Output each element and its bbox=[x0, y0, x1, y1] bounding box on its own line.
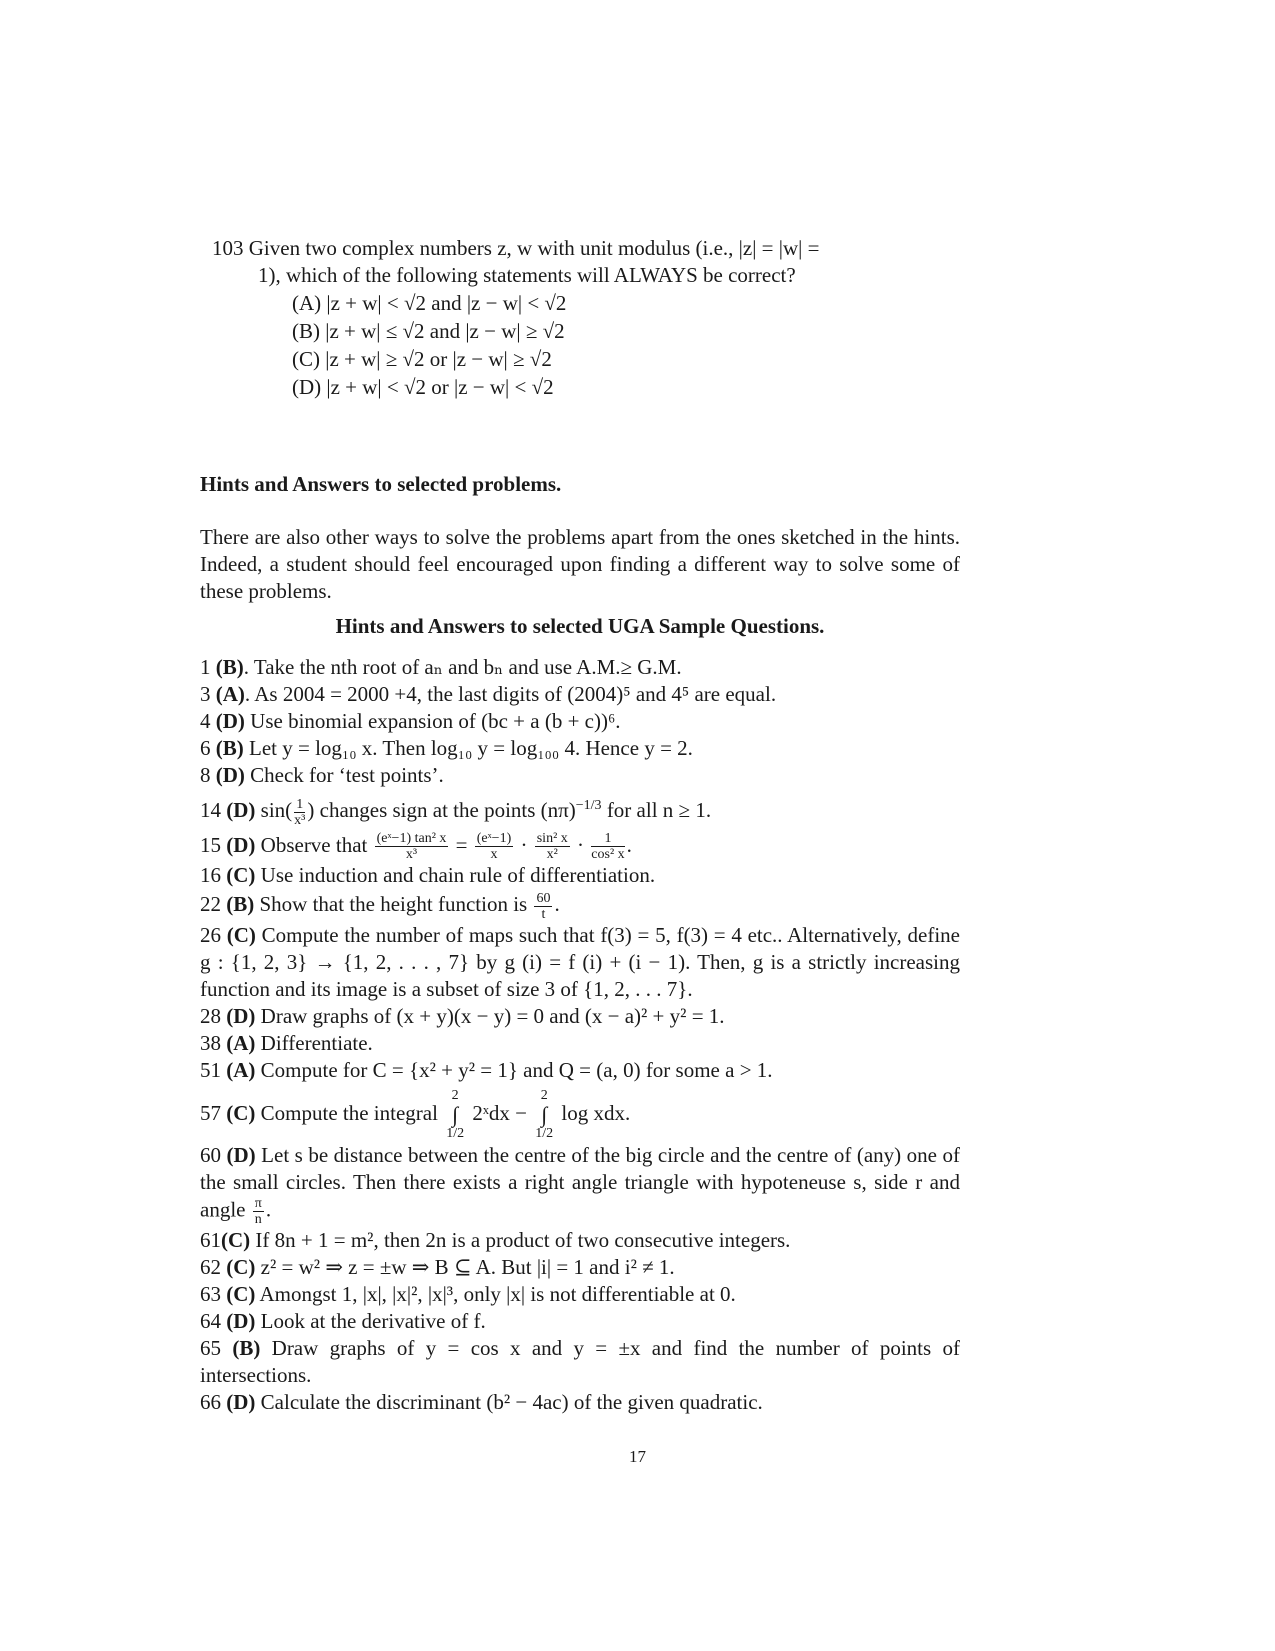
answer-number: 6 bbox=[200, 736, 216, 760]
stem-line-1: Given two complex numbers z, w with unit modulus (i.e., |z| = |w| = bbox=[248, 236, 820, 260]
intro-paragraph: There are also other ways to solve the problems apart from the ones sketched in the hints. Indeed, a student should feel encouraged upon finding a different way to solve some of these problems. bbox=[200, 525, 960, 603]
answer-38 bbox=[200, 1030, 960, 1057]
section-heading: Hints and Answers to selected problems. bbox=[200, 472, 562, 496]
fraction bbox=[534, 891, 552, 922]
choice-b: (B) |z + w| ≤ √2 and |z − w| ≥ √2 bbox=[292, 319, 565, 343]
answer-hint: Let y = log₁₀ x. Then log₁₀ y = log₁₀₀ 4. Hence y = 2. bbox=[243, 736, 693, 760]
denominator: x³ bbox=[405, 847, 418, 863]
answer-key: (C) bbox=[226, 1255, 256, 1280]
answer-66 bbox=[200, 1389, 960, 1416]
answer-number: 57 bbox=[200, 1101, 227, 1126]
answer-key: (C) bbox=[226, 923, 256, 948]
answer-number: 62 bbox=[200, 1255, 227, 1280]
denominator: n bbox=[254, 1212, 262, 1228]
answer-hint: Observe that bbox=[255, 832, 373, 857]
answer-1 bbox=[200, 654, 960, 681]
answer-51 bbox=[200, 1057, 960, 1084]
choice-a: (A) |z + w| < √2 and |z − w| < √2 bbox=[292, 291, 567, 315]
fraction bbox=[535, 831, 570, 862]
denominator: cos² x bbox=[591, 847, 625, 863]
answer-57 bbox=[200, 1084, 960, 1142]
answer-key: (C) bbox=[226, 1101, 256, 1126]
answer-65 bbox=[200, 1335, 960, 1389]
subsection-heading: Hints and Answers to selected UGA Sample Questions. bbox=[335, 614, 825, 638]
denominator: x² bbox=[546, 847, 558, 863]
answer-number: 26 bbox=[200, 923, 227, 948]
answer-number: 15 bbox=[200, 832, 227, 857]
numerator: sin² x bbox=[536, 831, 568, 847]
answer-key: (D) bbox=[215, 763, 245, 787]
answer-number: 4 bbox=[200, 709, 216, 733]
answer-number: 66 bbox=[200, 1390, 227, 1415]
answer-number: 16 bbox=[200, 863, 227, 888]
integral bbox=[535, 1088, 553, 1142]
numerator: 1 bbox=[591, 831, 624, 847]
fraction bbox=[475, 831, 513, 862]
answer-key: (A) bbox=[226, 1031, 256, 1056]
answer-number: 22 bbox=[200, 892, 227, 917]
question-103 bbox=[212, 235, 960, 401]
answer-number: 64 bbox=[200, 1309, 227, 1334]
answer-key: (D) bbox=[226, 1143, 256, 1168]
denominator: x bbox=[490, 847, 498, 863]
answer-hint: Use binomial expansion of (bc + a (b + c))⁶. bbox=[244, 709, 621, 733]
answer-hint: Compute the integral bbox=[255, 1101, 444, 1126]
answer-28 bbox=[200, 1003, 960, 1030]
answer-14: 14 (D) sin( $\frac{1}{\text{x³}}$ ) changes sign at the points $(n\pi)^{-1/3}$ for all n ≥ 1. bbox=[200, 796, 712, 828]
answer-key: (B) bbox=[232, 1336, 261, 1361]
answer-hint: . Take the nth root of aₙ and bₙ and use A.M.≥ G.M. bbox=[243, 655, 682, 679]
question-stem bbox=[212, 235, 960, 289]
answer-hint: Check for ‘test points’. bbox=[244, 763, 444, 787]
answer-3 bbox=[200, 681, 960, 708]
numerator: (eˣ−1) tan² x bbox=[376, 831, 447, 847]
lower-limit: 1/2 bbox=[446, 1126, 465, 1142]
answer-number: 60 bbox=[200, 1143, 227, 1168]
answer-hint: Calculate the discriminant (b² − 4ac) of the given quadratic. bbox=[255, 1390, 763, 1415]
stem-line-2: 1), which of the following statements will ALWAYS be correct? bbox=[258, 263, 796, 287]
answer-key: (D) bbox=[226, 1004, 256, 1029]
answer-number: 14 bbox=[200, 798, 227, 822]
upper-limit: 2 bbox=[451, 1088, 459, 1104]
answer-8 bbox=[200, 762, 960, 789]
answer-number: 1 bbox=[200, 655, 216, 679]
answer-15: 15 (D) Observe that $\frac{\text{(eˣ−1) tan² x}}{\text{x³}}$ = $\frac{\text{(eˣ−1)}}{x}$ · $\frac{\text{sin² x}}{\text{x²}}$ · $\frac{1}{\text{cos² x}}$ . bbox=[200, 831, 632, 863]
answer-hint: . As 2004 = 2000 +4, the last digits of (2004)⁵ and 4⁵ are equal. bbox=[244, 682, 777, 706]
answer-number: 3 bbox=[200, 682, 216, 706]
answer-63 bbox=[200, 1281, 960, 1308]
answer-key: (C) bbox=[221, 1228, 251, 1253]
answer-6 bbox=[200, 735, 960, 762]
answer-key: (B) bbox=[215, 655, 244, 679]
integral bbox=[446, 1088, 464, 1142]
answer-62 bbox=[200, 1254, 960, 1281]
fraction bbox=[591, 831, 624, 862]
answer-hint: Use induction and chain rule of differentiation. bbox=[255, 863, 656, 888]
page-content bbox=[200, 235, 960, 1416]
answer-hint: Let s be distance between the centre of the big circle and the centre of (any) one of the small circles. Then there exists a right angle triangle with hypoteneuse s, side r and angle bbox=[200, 1143, 960, 1222]
question-number: 103 bbox=[212, 236, 244, 260]
numerator: π bbox=[254, 1196, 262, 1212]
answer-number: 51 bbox=[200, 1058, 227, 1083]
answer-hint: Differentiate. bbox=[255, 1031, 373, 1056]
answer-4 bbox=[200, 708, 960, 735]
answer-64 bbox=[200, 1308, 960, 1335]
answer-61 bbox=[200, 1227, 960, 1254]
fraction bbox=[253, 1196, 264, 1227]
choice-c: (C) |z + w| ≥ √2 or |z − w| ≥ √2 bbox=[292, 347, 552, 371]
answer-number: 8 bbox=[200, 763, 216, 787]
integral-sign: ∫ bbox=[541, 1102, 548, 1128]
denominator: t bbox=[541, 907, 546, 923]
answer-key: (B) bbox=[226, 892, 255, 917]
answer-hint: Draw graphs of (x + y)(x − y) = 0 and (x − a)² + y² = 1. bbox=[255, 1004, 725, 1029]
answer-number: 38 bbox=[200, 1031, 227, 1056]
answer-hint: for all n ≥ 1. bbox=[601, 798, 712, 822]
answer-60: 60 (D) Let s be distance between the centre of the big circle and the centre of (any) one of the small circles. Then there exists a right angle triangle with hypoteneuse s, side r and angle $\frac{\pi}{n}$ . bbox=[200, 1143, 960, 1228]
answer-key: (D) bbox=[226, 832, 256, 857]
answer-number: 28 bbox=[200, 1004, 227, 1029]
numerator: 1 bbox=[294, 797, 305, 813]
answer-key: (D) bbox=[226, 1390, 256, 1415]
answer-number: 65 bbox=[200, 1336, 233, 1361]
answer-hint: Draw graphs of y = cos x and y = ±x and find the number of points of intersections. bbox=[200, 1336, 961, 1388]
integral-sign: ∫ bbox=[452, 1102, 459, 1128]
exponent: −1/3 bbox=[575, 798, 602, 813]
page-number: 17 bbox=[629, 1447, 646, 1466]
answer-key: (D) bbox=[226, 798, 256, 822]
denominator: x³ bbox=[294, 812, 306, 828]
answer-hint: Amongst 1, |x|, |x|², |x|³, only |x| is not differentiable at 0. bbox=[255, 1282, 736, 1307]
fraction bbox=[375, 831, 449, 862]
answer-number: 61 bbox=[200, 1228, 221, 1253]
answer-hint: log xdx. bbox=[556, 1101, 631, 1126]
answer-key: (C) bbox=[226, 1282, 256, 1307]
answer-26 bbox=[200, 922, 960, 1003]
choice-list bbox=[212, 289, 960, 401]
answer-list bbox=[200, 654, 960, 1416]
answer-hint: Show that the height function is bbox=[254, 892, 533, 917]
answer-hint: sin bbox=[255, 798, 286, 822]
answer-key: (D) bbox=[226, 1309, 256, 1334]
answer-key: (B) bbox=[215, 736, 244, 760]
upper-limit: 2 bbox=[540, 1088, 548, 1104]
answer-hint: z² = w² ⇒ z = ±w ⇒ B ⊆ A. But |i| = 1 and i² ≠ 1. bbox=[255, 1255, 675, 1280]
answer-hint: Compute the number of maps such that f(3) = 5, f(3) = 4 etc.. Alternatively, define g : {1, 2, 3} → {1, 2, . . . , 7} by g (i) = f (i) + (i − 1). Then, g is a strictly increasing function and its image is a subset of size 3 of {1, 2, . . . 7}. bbox=[200, 923, 961, 1002]
answer-key: (C) bbox=[226, 863, 256, 888]
answer-hint: 2ˣdx − bbox=[467, 1101, 533, 1126]
answer-hint: changes sign at the points (nπ) bbox=[314, 798, 576, 822]
answer-22: 22 (B) Show that the height function is $\frac{60}{t}$ . bbox=[200, 891, 560, 923]
answer-number: 63 bbox=[200, 1282, 227, 1307]
answer-hint: If 8n + 1 = m², then 2n is a product of two consecutive integers. bbox=[250, 1228, 791, 1253]
answer-key: (A) bbox=[215, 682, 245, 706]
numerator: (eˣ−1) bbox=[476, 831, 512, 847]
lower-limit: 1/2 bbox=[535, 1126, 554, 1142]
answer-key: (A) bbox=[226, 1058, 256, 1083]
answer-hint: Compute for C = {x² + y² = 1} and Q = (a, 0) for some a > 1. bbox=[255, 1058, 773, 1083]
choice-d: (D) |z + w| < √2 or |z − w| < √2 bbox=[292, 375, 554, 399]
fraction bbox=[294, 797, 305, 828]
answer-hint: Look at the derivative of f. bbox=[255, 1309, 486, 1334]
answer-16 bbox=[200, 862, 960, 889]
numerator: 60 bbox=[536, 891, 551, 907]
answer-key: (D) bbox=[215, 709, 245, 733]
